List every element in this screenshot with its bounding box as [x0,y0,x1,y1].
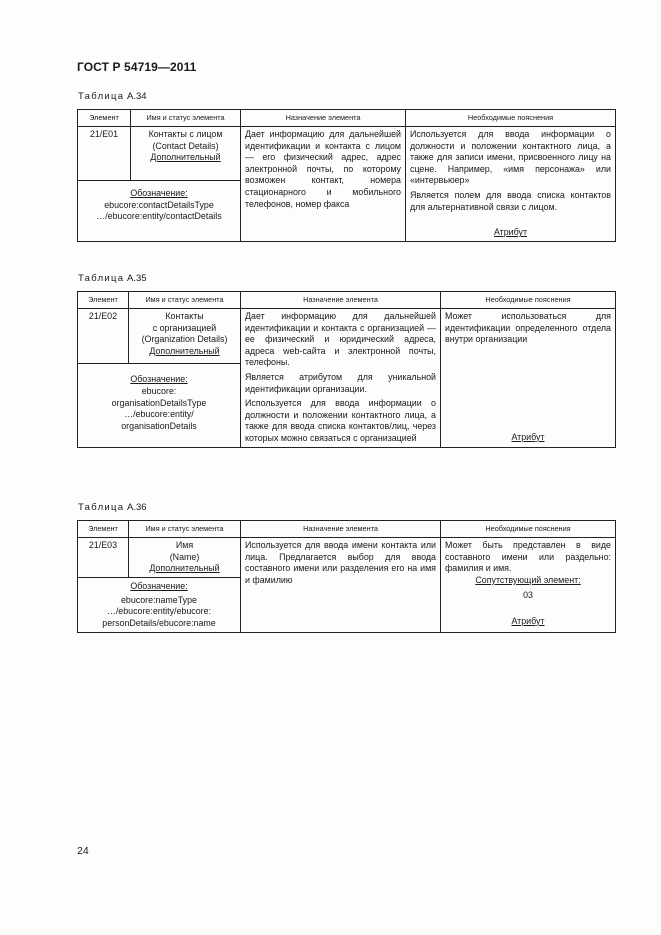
designation-line: ebucore:contactDetailsType [104,199,214,210]
notes-cell [441,309,616,448]
caption-prefix: Таблица [78,502,125,513]
designation-cell [78,180,241,241]
notes-cell [406,127,616,242]
purpose-cell [241,127,406,242]
status-label: Дополнительный [149,345,220,356]
table-row [78,127,616,181]
header-row [78,292,616,309]
name-line: Контакты с лицом [148,129,223,139]
designation-label: Обозначение: [130,187,188,198]
notes-cell [441,538,616,633]
purpose-text: Дает информацию для дальнейшей идентификации и контакта с лицом — его физический адрес, адрес электронной почты, по которому возможен контакт, номера стационарного и мобильного телефонов, номер факса [245,129,401,209]
col-header-element: Элемент [78,521,129,538]
status-label: Дополнительный [149,563,220,574]
purpose-text: Является атрибутом для уникальной идентификации организации. [245,371,436,394]
purpose-text: Дает информацию для дальнейшей идентификации и контакта с организацией — ее физический и юридический адреса, адреса web-сайта и электронной почты, телефоны. [245,311,436,368]
designation-line: organisationDetails [121,420,197,431]
designation-line: …/ebucore:entity/contactDetails [96,211,222,222]
purpose-text: Используется для ввода имени контакта или лица. Предлагается выбор для ввода составного имени или разделения его на имя и фамилию [245,540,436,585]
attribute-label: Атрибут [511,431,545,442]
notes-text: Используется для ввода информации о должности и положении контактного лица, а также для записи имени, присвоенного лицу на сцене. Например, «имя персонажа» или «интервьюер» [410,129,611,186]
designation-line: organisationDetailsType [111,397,207,408]
table-row [78,309,616,364]
name-line: (Contact Details) [152,140,219,151]
designation-label: Обозначение: [130,374,188,385]
name-line: (Organization Details) [141,334,228,345]
caption-prefix: Таблица [78,273,125,284]
col-header-name: Имя и статус элемента [129,521,241,538]
designation-line: ebucore: [141,386,177,397]
table-row [78,538,616,578]
caption-number: А.34 [127,91,147,102]
notes-text: Может использоваться для идентификации определенного отдела внутри организации [445,311,611,345]
element-name [129,309,241,364]
page-number: 24 [77,845,89,857]
designation-line: ebucore:nameType [121,594,197,605]
related-element-label: Сопутствующий элемент: [475,574,581,585]
caption-number: А.36 [127,502,147,513]
col-header-purpose: Назначение элемента [241,110,406,127]
name-line: Имя [175,540,194,550]
col-header-notes: Необходимые пояснения [406,110,616,127]
related-element-value: 03 [523,590,533,601]
table-a34 [77,109,616,242]
notes-text: Является полем для ввода списка контактов для альтернативной связи с лицом. [410,189,611,212]
col-header-purpose: Назначение элемента [241,292,441,309]
table-caption [78,91,147,102]
element-name [129,538,241,578]
table-a36 [77,520,616,633]
col-header-notes: Необходимые пояснения [441,292,616,309]
col-header-purpose: Назначение элемента [241,521,441,538]
caption-number: А.35 [127,273,147,284]
name-line: (Name) [169,551,200,562]
purpose-cell [241,309,441,448]
caption-prefix: Таблица [78,91,125,102]
designation-line: …/ebucore:entity/ebucore: [106,606,212,617]
designation-line: personDetails/ebucore:name [102,617,216,628]
table-caption [78,502,147,513]
element-id: 21/E02 [78,309,129,364]
attribute-label: Атрибут [511,615,545,626]
element-id: 21/E03 [78,538,129,578]
notes-text: Может быть представлен в виде составного имени или раздельно: фамилия и имя. [445,540,611,574]
designation-cell [78,364,241,447]
element-id: 21/E01 [78,127,131,181]
col-header-name: Имя и статус элемента [131,110,241,127]
table-a35 [77,291,616,448]
status-label: Дополнительный [150,152,221,163]
col-header-element: Элемент [78,110,131,127]
col-header-element: Элемент [78,292,129,309]
header-row [78,110,616,127]
document-title: ГОСТ Р 54719—2011 [77,60,197,74]
attribute-label: Атрибут [493,227,528,238]
purpose-text: Используется для ввода информации о должности и положении контактного лица, а также для ввода списка контактов/лиц, через которых можно связаться с организацией [245,398,436,443]
name-line: Контакты [165,311,204,321]
element-name [131,127,241,181]
table-caption [78,273,147,284]
col-header-notes: Необходимые пояснения [441,521,616,538]
header-row [78,521,616,538]
col-header-name: Имя и статус элемента [129,292,241,309]
purpose-cell [241,538,441,633]
designation-line: …/ebucore:entity/ [124,409,194,420]
designation-cell [78,577,241,632]
designation-label: Обозначение: [130,580,188,591]
name-line: с организацией [152,322,217,333]
